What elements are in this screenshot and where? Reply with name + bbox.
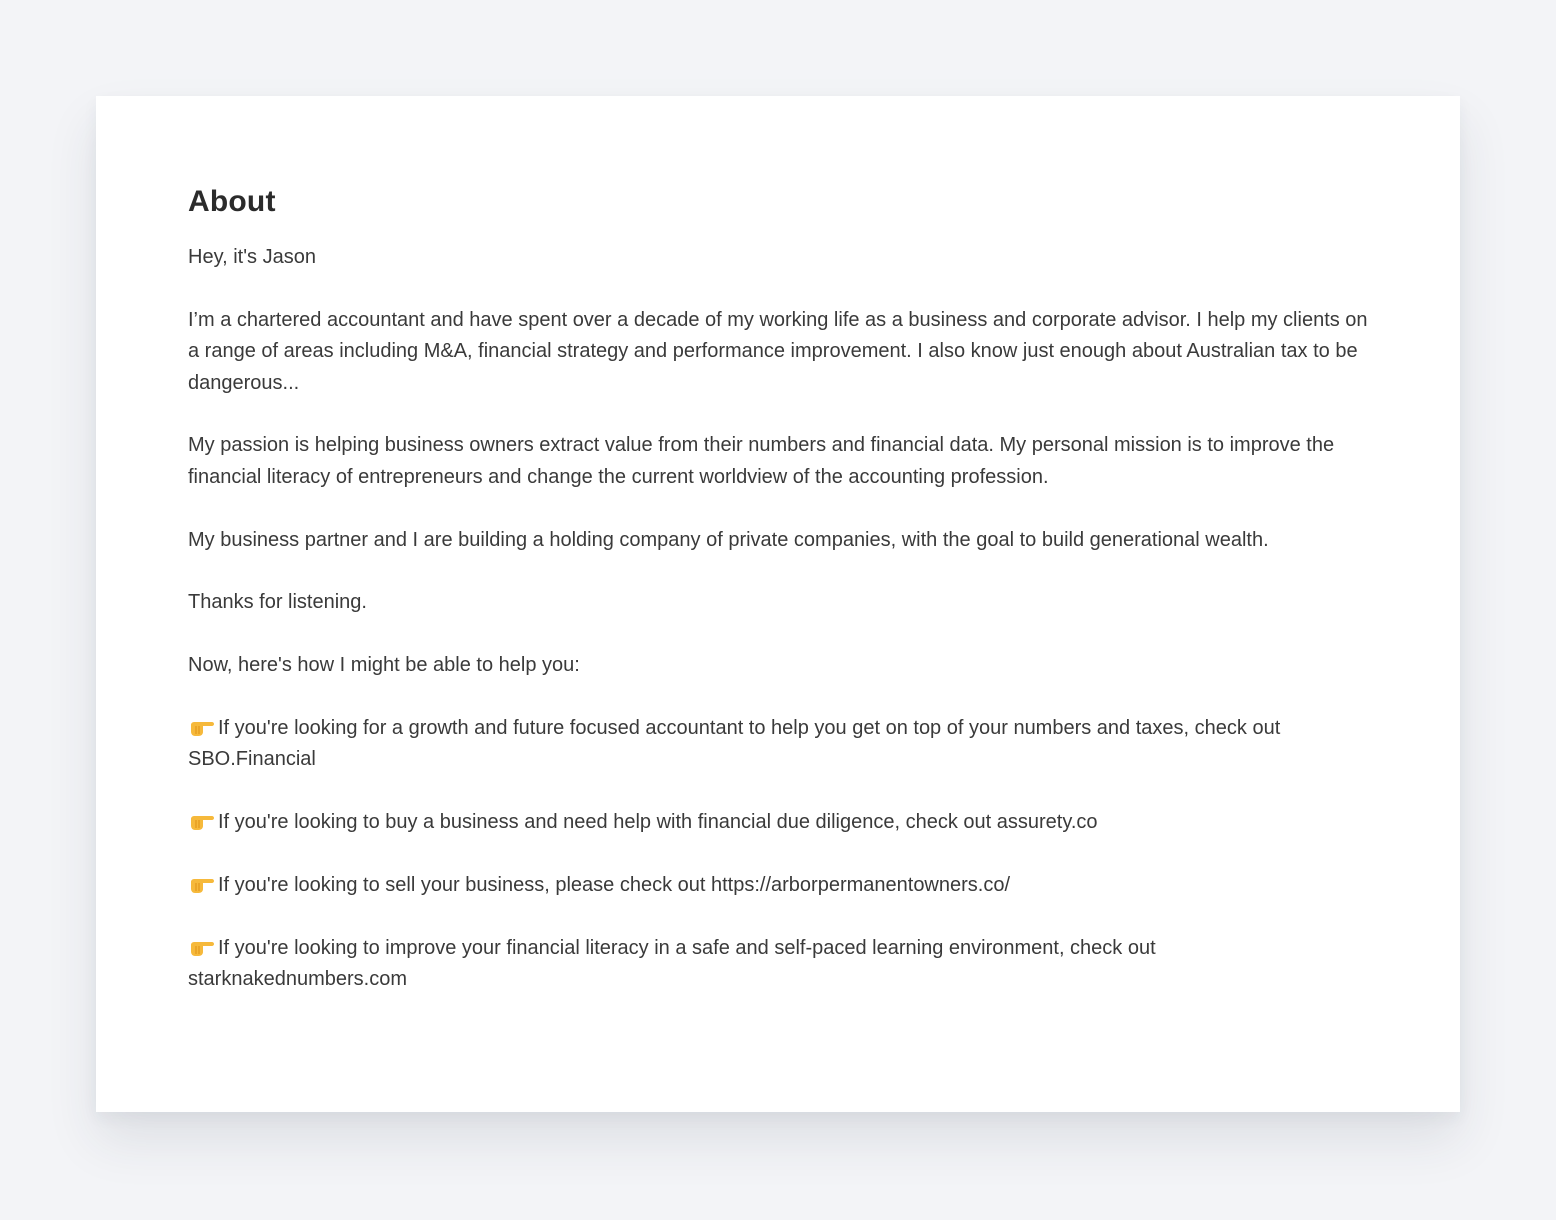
thanks-paragraph: Thanks for listening. bbox=[188, 591, 367, 614]
pointing-hand-icon bbox=[188, 937, 216, 957]
about-text bbox=[188, 242, 1368, 996]
bullet-accountant bbox=[188, 713, 1368, 776]
bullet-text: If you're looking for a growth and future focused accountant to help you get on top of your numbers and taxes, check out SBO.Financial bbox=[188, 717, 1281, 771]
intro-paragraph: I’m a chartered accountant and have spent over a decade of my working life as a business and corporate advisor. I help my clients on a range of areas including M&A, financial strategy and performance improvement. I also know just enough about Australian tax to be dangerous... bbox=[188, 308, 1368, 394]
partner-paragraph: My business partner and I are building a holding company of private companies, with the goal to build generational wealth. bbox=[188, 528, 1269, 551]
greeting-paragraph: Hey, it's Jason bbox=[188, 246, 316, 268]
bullet-financial-literacy bbox=[188, 933, 1368, 996]
help-intro-paragraph: Now, here's how I might be able to help you: bbox=[188, 654, 580, 677]
bullet-sell-business bbox=[188, 870, 1368, 901]
pointing-hand-icon bbox=[188, 811, 216, 831]
about-card bbox=[96, 96, 1460, 1112]
passion-paragraph: My passion is helping business owners extract value from their numbers and financial data. My personal mission is to improve the financial literacy of entrepreneurs and change the current worldview of the accounting profession. bbox=[188, 434, 1335, 488]
about-title: About bbox=[188, 185, 276, 218]
pointing-hand-icon bbox=[188, 874, 216, 894]
bullet-buy-business bbox=[188, 807, 1368, 838]
bullet-text: If you're looking to sell your business, please check out https://arborpermanentowners.co/ bbox=[218, 874, 1011, 896]
bullet-text: If you're looking to improve your financial literacy in a safe and self-paced learning environment, check out starknakednumbers.com bbox=[188, 936, 1156, 991]
pointing-hand-icon bbox=[188, 717, 216, 737]
bullet-text: If you're looking to buy a business and need help with financial due diligence, check out assurety.co bbox=[218, 811, 1098, 834]
